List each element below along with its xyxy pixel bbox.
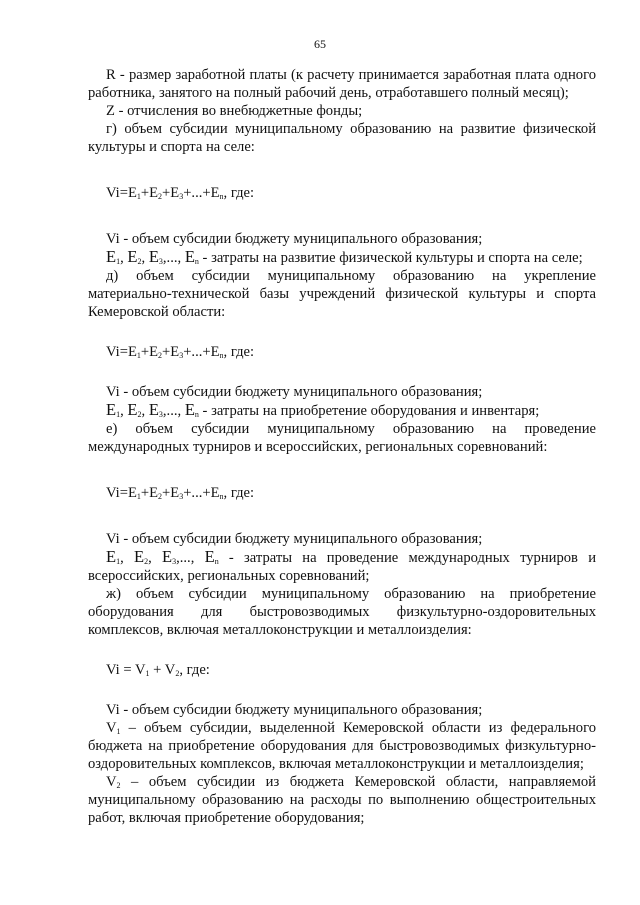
paragraph-zh-heading: ж) объем субсидии муниципальному образованию на приобретение оборудования для быстровозводимых физкультурно-оздоровительных комплексов, включая металлоконструкции и металлоизделия: (88, 586, 596, 638)
formula-zh: $Vi = V_1 + V_2$, где: (106, 662, 210, 678)
paragraph-e-def-3: $E_1$, $E_2$, $E_3$,..., $E_n$ - затраты на проведение международных турниров и всероссийских, региональных соревнований; (88, 547, 596, 584)
paragraph-e-heading: е) объем субсидии муниципальному образованию на проведение международных турниров и всероссийских, региональных соревнований: (88, 421, 596, 455)
paragraph-d-heading: д) объем субсидии муниципальному образованию на укрепление материально-технической базы учреждений физической культуры и спорта Кемеровской области: (88, 268, 596, 320)
document-body (88, 66, 596, 827)
paragraph-vi-def-2: Vi - объем субсидии бюджету муниципального образования; (106, 384, 483, 400)
formula-e: $Vi=E_1+E_2+E_3+...+E_n$, где: (106, 485, 255, 501)
page-number: 65 (314, 37, 326, 51)
paragraph-e-def-1: $E_1$, $E_2$, $E_3$,..., $E_n$ - затраты на развитие физической культуры и спорта на селе; (106, 247, 583, 266)
formula-d: $Vi=E_1+E_2+E_3+...+E_n$, где: (106, 344, 255, 360)
paragraph-contributions: Z - отчисления во внебюджетные фонды; (106, 103, 363, 119)
paragraph-vi-def-3: Vi - объем субсидии бюджету муниципального образования; (106, 531, 483, 547)
paragraph-vi-def-4: Vi - объем субсидии бюджету муниципального образования; (106, 702, 483, 718)
formula-g: $Vi=E_1+E_2+E_3+...+E_n$, где: (106, 185, 255, 201)
paragraph-g-heading: г) объем субсидии муниципальному образованию на развитие физической культуры и спорта на селе: (88, 121, 596, 155)
paragraph-e-def-2: $E_1$, $E_2$, $E_3$,..., $E_n$ - затраты на приобретение оборудования и инвентаря; (106, 400, 540, 419)
paragraph-v2-def: $V_2$ – объем субсидии из бюджета Кемеровской области, направляемой муниципальному образованию на расходы по выполнению общестроительных работ, включая приобретение оборудования; (88, 774, 596, 826)
paragraph-vi-def-1: Vi - объем субсидии бюджету муниципального образования; (106, 231, 483, 247)
paragraph-v1-def: $V_1$ – объем субсидии, выделенной Кемеровской области из федерального бюджета на приобретение оборудования для быстровозводимых физкультурно-оздоровительных комплексов, включая металлоконструкции и металлоизделия; (88, 720, 596, 772)
paragraph-salary: R - размер заработной платы (к расчету принимается заработная плата одного работника, занятого на полный рабочий день, отработавшего полный месяц); (88, 67, 596, 101)
